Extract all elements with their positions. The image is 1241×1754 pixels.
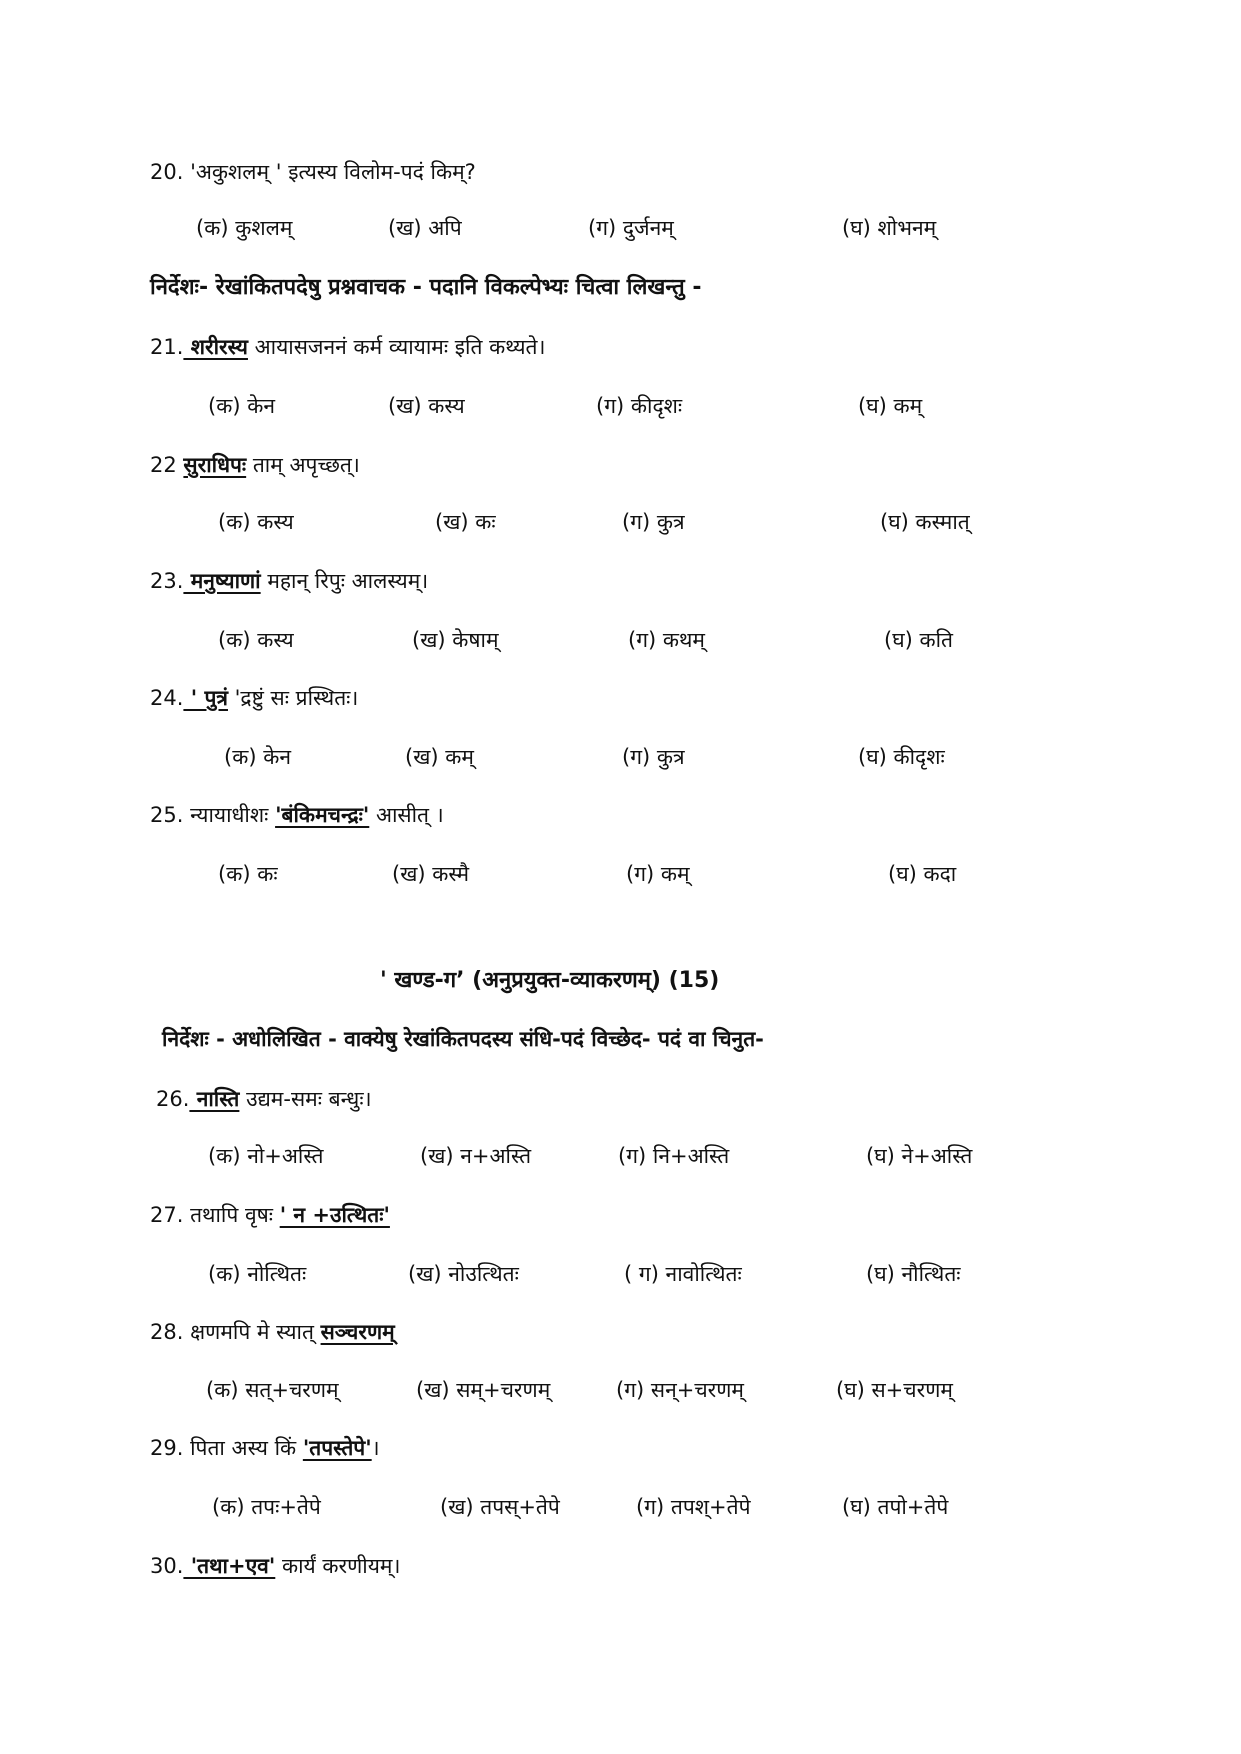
q29-option-a: (क) तपः+तेपे [212, 1495, 321, 1519]
q29-option-d: (घ) तपो+तेपे [842, 1495, 949, 1519]
question-text: ताम् अपृच्छत्। [246, 453, 360, 477]
question-27 [150, 1205, 390, 1226]
q25-option-d: (घ) कदा [888, 862, 957, 886]
q28-option-c: (ग) सन्+चरणम् [616, 1378, 744, 1402]
question-number: 26. [156, 1087, 190, 1111]
question-text: तथापि वृषः [183, 1203, 280, 1227]
q22-option-b: (ख) कः [435, 510, 496, 534]
question-number: 20. [150, 160, 184, 184]
question-number: 21. [150, 335, 184, 359]
question-23 [150, 571, 428, 592]
question-text: कार्यं करणीयम्। [275, 1554, 401, 1578]
q24-option-a: (क) केन [224, 745, 291, 769]
q25-option-c: (ग) कम् [626, 862, 690, 886]
underlined-word: 'बंकिमचन्द्रः' [275, 803, 370, 827]
q24-option-d: (घ) कीदृशः [858, 745, 945, 769]
q22-option-a: (क) कस्य [218, 510, 294, 534]
question-24 [150, 688, 358, 709]
underlined-word: मनुष्याणां [183, 569, 261, 593]
q24-option-b: (ख) कम् [405, 745, 474, 769]
q25-option-a: (क) कः [218, 862, 278, 886]
question-text: महान् रिपुः आलस्यम्। [260, 569, 429, 593]
underlined-word: ' पुत्रं [183, 686, 228, 710]
q29-option-b: (ख) तपस्+तेपे [440, 1495, 560, 1519]
question-text: आयासजननं कर्म व्यायामः इति कथ्यते। [247, 335, 546, 359]
question-26 [156, 1089, 372, 1110]
q27-option-a: (क) नोत्थितः [208, 1262, 307, 1286]
directive-1: निर्देशः- रेखांकितपदेषु प्रश्नवाचक - पदानि विकल्पेभ्यः चित्वा लिखन्तु - [150, 275, 702, 300]
underlined-word: शरीरस्य [183, 335, 248, 359]
question-text-end: । [371, 1436, 380, 1460]
q28-option-a: (क) सत्+चरणम् [206, 1378, 339, 1402]
q20-option-b: (ख) अपि [388, 216, 462, 240]
question-number: 25. [150, 803, 184, 827]
q27-option-d: (घ) नौत्थितः [866, 1262, 961, 1286]
directive-2: निर्देशः - अधोलिखित - वाक्येषु रेखांकितपदस्य संधि-पदं विच्छेद- पदं वा चिनुत- [162, 1027, 764, 1051]
q27-option-b: (ख) नोउत्थितः [408, 1262, 519, 1286]
underlined-word: सुराधिपः [183, 453, 247, 477]
q20-option-c: (ग) दुर्जनम् [588, 216, 674, 240]
q22-option-c: (ग) कुत्र [622, 510, 685, 534]
q21-option-d: (घ) कम् [858, 394, 923, 418]
question-text: उद्यम-समः बन्धुः। [239, 1087, 372, 1111]
question-text: क्षणमपि मे स्यात् [183, 1320, 321, 1344]
question-number: 23. [150, 569, 184, 593]
q26-option-d: (घ) ने+अस्ति [866, 1144, 973, 1168]
q28-option-d: (घ) स+चरणम् [836, 1378, 953, 1402]
q29-option-c: (ग) तपश्+तेपे [636, 1495, 751, 1519]
question-text: 'द्रष्टुं सः प्रस्थितः। [227, 686, 359, 710]
underlined-word: ' न +उत्थितः' [279, 1203, 390, 1227]
q25-option-b: (ख) कस्मै [392, 862, 470, 886]
q23-option-a: (क) कस्य [218, 628, 294, 652]
question-number: 27. [150, 1203, 184, 1227]
underlined-word: 'तथा+एव' [183, 1554, 276, 1578]
question-20 [150, 162, 476, 183]
question-30 [150, 1556, 400, 1577]
question-number: 28. [150, 1320, 184, 1344]
question-29 [150, 1438, 380, 1459]
question-number: 22 [150, 453, 184, 477]
q27-option-c: ( ग) नावोत्थितः [624, 1262, 742, 1286]
q23-option-d: (घ) कति [884, 628, 954, 652]
q22-option-d: (घ) कस्मात् [880, 510, 970, 534]
q21-option-a: (क) केन [208, 394, 275, 418]
q21-option-c: (ग) कीदृशः [596, 394, 683, 418]
question-text: पिता अस्य किं [183, 1436, 303, 1460]
question-25 [150, 805, 444, 826]
q20-option-a: (क) कुशलम् [196, 216, 293, 240]
question-number: 29. [150, 1436, 184, 1460]
q20-option-d: (घ) शोभनम् [842, 216, 937, 240]
question-text-end: आसीत् । [369, 803, 444, 827]
question-number: 24. [150, 686, 184, 710]
question-text: 'अकुशलम् ' इत्यस्य विलोम-पदं किम्? [183, 160, 476, 184]
section-title: ' खण्ड-ग’ (अनुप्रयुक्त-व्याकरणम्) (15) [380, 968, 720, 993]
q26-option-a: (क) नो+अस्ति [208, 1144, 324, 1168]
q21-option-b: (ख) कस्य [388, 394, 465, 418]
q28-option-b: (ख) सम्+चरणम् [416, 1378, 551, 1402]
q26-option-c: (ग) नि+अस्ति [618, 1144, 730, 1168]
underlined-word: नास्ति [189, 1087, 240, 1111]
underlined-word: सञ्चरणम् [320, 1320, 395, 1344]
underlined-word: 'तपस्तेपे' [302, 1436, 372, 1460]
q26-option-b: (ख) न+अस्ति [420, 1144, 532, 1168]
question-text: न्यायाधीशः [183, 803, 276, 827]
q23-option-b: (ख) केषाम् [412, 628, 499, 652]
question-28 [150, 1322, 395, 1343]
question-22 [150, 455, 360, 476]
q24-option-c: (ग) कुत्र [622, 745, 685, 769]
question-number: 30. [150, 1554, 184, 1578]
q23-option-c: (ग) कथम् [628, 628, 705, 652]
question-21 [150, 337, 545, 358]
